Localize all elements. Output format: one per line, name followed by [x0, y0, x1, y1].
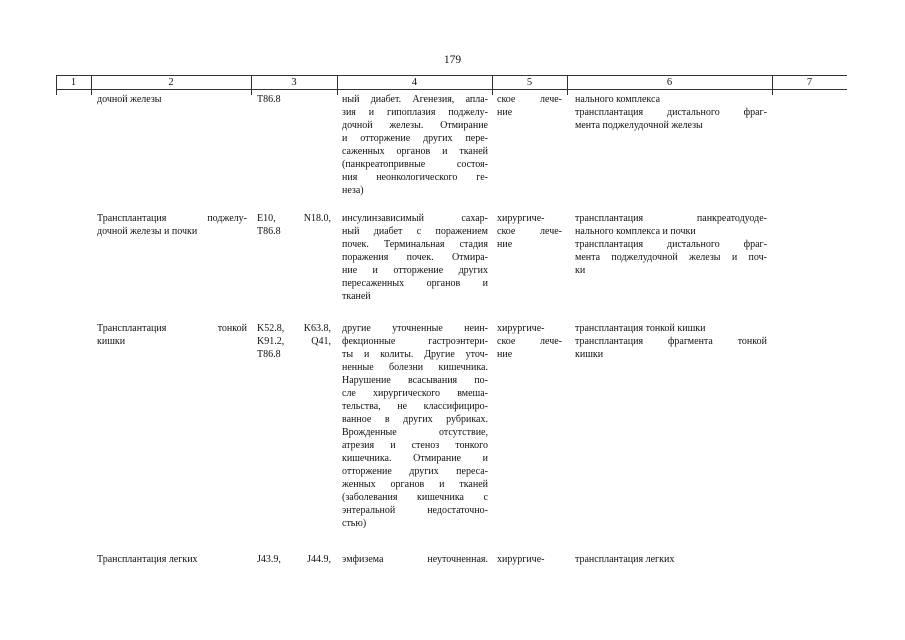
column-number-4: 4	[411, 77, 418, 88]
cell-line: ние	[497, 349, 513, 360]
row-1-method	[575, 212, 767, 277]
cell-line: ванное в других рубриках.	[342, 414, 488, 425]
cell-line: фекционные гастроэнтери-	[342, 336, 488, 347]
cell-line: хирургиче-	[497, 323, 545, 334]
column-number-6: 6	[666, 77, 673, 88]
row-1-codes	[257, 212, 331, 238]
cell-line: Трансплантация легких	[97, 554, 198, 565]
row-3-method	[575, 553, 767, 566]
cell-line: эмфизема неуточненная.	[342, 554, 488, 565]
cell-line: ния неонкологического ге-	[342, 172, 488, 183]
cell-line: мента поджелудочной железы и поч-	[575, 252, 767, 263]
cell-line: отторжение других переса-	[342, 466, 488, 477]
row-1-model	[342, 212, 488, 303]
row-0-method	[575, 93, 767, 132]
cell-line: зия и гипоплазия поджелу-	[342, 107, 488, 118]
cell-line: T86.8	[257, 94, 281, 105]
header-top-rule	[56, 75, 847, 76]
cell-line: хирургиче-	[497, 213, 545, 224]
row-0-treatment	[497, 93, 562, 119]
cell-line: и отторжение других пере-	[342, 133, 488, 144]
row-3-name	[97, 553, 247, 566]
row-1-name	[97, 212, 247, 238]
cell-line: (заболевания кишечника с	[342, 492, 488, 503]
cell-line: ние и отторжение других	[342, 265, 488, 276]
cell-line: дочной железы и почки	[97, 226, 198, 237]
column-number-1: 1	[70, 77, 77, 88]
cell-line: кишечника. Отмирание и	[342, 453, 488, 464]
cell-line: стью)	[342, 518, 367, 529]
cell-line: инсулинзависимый сахар-	[342, 213, 488, 224]
cell-line: женных органов и тканей	[342, 479, 488, 490]
cell-line: J43.9, J44.9,	[257, 554, 331, 565]
cell-line: почек. Терминальная стадия	[342, 239, 488, 250]
cell-line: дочной железы. Отмирание	[342, 120, 488, 131]
cell-line: Трансплантация тонкой	[97, 323, 247, 334]
cell-line: Врожденные отсутствие,	[342, 427, 488, 438]
cell-line: ние	[497, 239, 513, 250]
cell-line: (панкреатопривные состоя-	[342, 159, 488, 170]
row-2-treatment	[497, 322, 562, 361]
cell-line: ское лече-	[497, 336, 562, 347]
cell-line: трансплантация дистального фраг-	[575, 107, 767, 118]
row-3-model	[342, 553, 488, 566]
cell-line: энтеральной недостаточно-	[342, 505, 488, 516]
column-number-7: 7	[806, 77, 813, 88]
cell-line: E10, N18.0,	[257, 213, 331, 224]
cell-line: ненные болезни кишечника.	[342, 362, 488, 373]
row-3-codes	[257, 553, 331, 566]
cell-line: трансплантация легких	[575, 554, 675, 565]
cell-line: ское лече-	[497, 226, 562, 237]
row-3-treatment	[497, 553, 562, 566]
row-0-model	[342, 93, 488, 197]
row-2-name	[97, 322, 247, 348]
row-2-model	[342, 322, 488, 530]
cell-line: K52.8, K63.8,	[257, 323, 331, 334]
row-0-codes	[257, 93, 331, 106]
cell-line: мента поджелудочной железы	[575, 120, 703, 131]
header-bottom-rule	[56, 89, 847, 90]
cell-line: тельства, не классифициро-	[342, 401, 488, 412]
cell-line: неза)	[342, 185, 364, 196]
cell-line: саженных органов и тканей	[342, 146, 488, 157]
cell-line: трансплантация дистального фраг-	[575, 239, 767, 250]
cell-line: T86.8	[257, 349, 281, 360]
cell-line: Нарушение всасывания по-	[342, 375, 488, 386]
cell-line: трансплантация панкреатодуоде-	[575, 213, 767, 224]
cell-line: атрезия и стеноз тонкого	[342, 440, 488, 451]
cell-line: другие уточненные неин-	[342, 323, 488, 334]
cell-line: кишки	[97, 336, 126, 347]
column-number-3: 3	[291, 77, 297, 88]
cell-line: нального комплекса	[575, 94, 661, 105]
cell-line: ты и колиты. Другие уточ-	[342, 349, 488, 360]
column-number-2: 2	[168, 77, 174, 88]
cell-line: трансплантация фрагмента тонкой	[575, 336, 767, 347]
cell-line: пересаженных органов и	[342, 278, 488, 289]
row-1-treatment	[497, 212, 562, 251]
cell-line: трансплантация тонкой кишки	[575, 323, 706, 334]
cell-line: нального комплекса и почки	[575, 226, 696, 237]
cell-line: ние	[497, 107, 513, 118]
row-2-codes	[257, 322, 331, 361]
cell-line: ское лече-	[497, 94, 562, 105]
cell-line: сле хирургического вмеша-	[342, 388, 488, 399]
column-number-5: 5	[526, 77, 533, 88]
cell-line: Трансплантация поджелу-	[97, 213, 247, 224]
cell-line: ки	[575, 265, 586, 276]
row-2-method	[575, 322, 767, 361]
cell-line: дочной железы	[97, 94, 162, 105]
cell-line: ный диабет. Агенезия, апла-	[342, 94, 488, 105]
cell-line: тканей	[342, 291, 371, 302]
cell-line: T86.8	[257, 226, 281, 237]
cell-line: поражения почек. Отмира-	[342, 252, 488, 263]
cell-line: кишки	[575, 349, 604, 360]
page-number: 179	[443, 54, 462, 66]
cell-line: хирургиче-	[497, 554, 545, 565]
cell-line: ный диабет с поражением	[342, 226, 488, 237]
row-0-name	[97, 93, 247, 106]
cell-line: K91.2, Q41,	[257, 336, 331, 347]
